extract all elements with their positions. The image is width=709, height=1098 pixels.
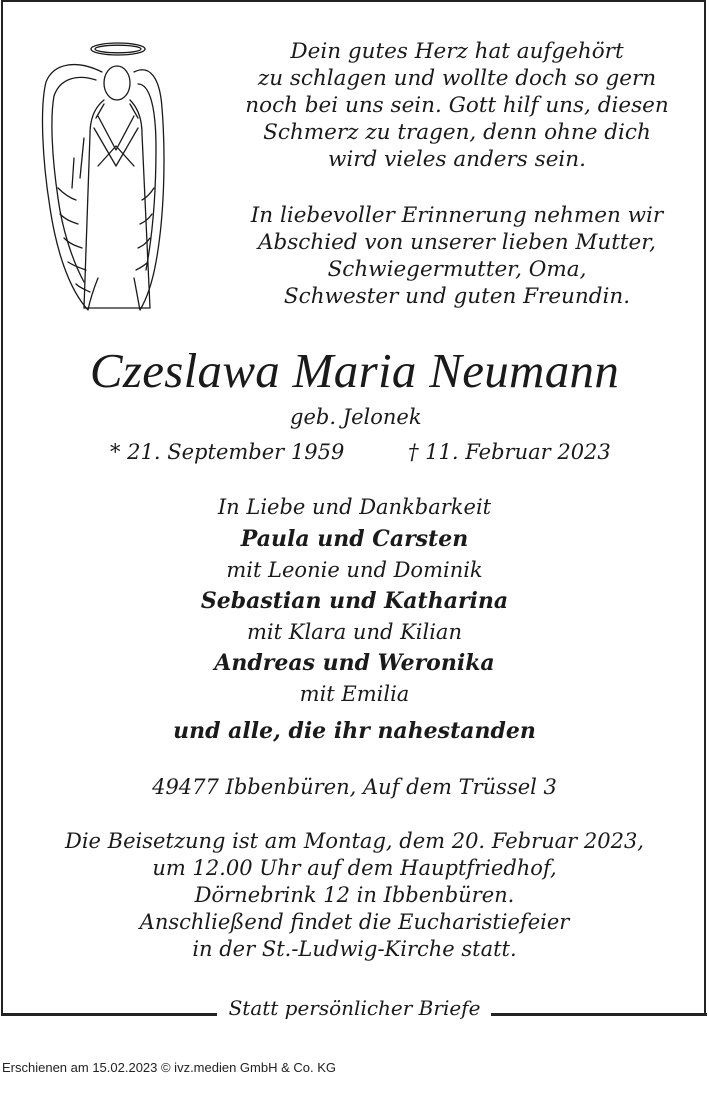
mourners-closing: und alle, die ihr nahestanden: [173, 718, 536, 744]
funeral-line: Die Beisetzung ist am Montag, dem 20. Februar 2023,: [65, 829, 644, 853]
verse-line: Schwester und guten Freundin.: [283, 284, 631, 309]
funeral-details: [0, 828, 709, 963]
maiden-name: geb. Jelonek: [290, 405, 422, 429]
verse-line: Schmerz zu tragen, denn ohne dich: [263, 120, 651, 145]
verse-line: zu schlagen und wollte doch so gern: [257, 66, 657, 91]
mourner-names: Paula und Carsten: [240, 526, 469, 552]
angel-icon: [38, 38, 168, 316]
mourner-names: Sebastian und Katharina: [200, 588, 509, 614]
verse-line: Dein gutes Herz hat aufgehört: [290, 39, 624, 64]
mourners-intro: In Liebe und Dankbarkeit: [217, 495, 492, 519]
verse-line: Schwiegermutter, Oma,: [327, 257, 587, 282]
verse-second: [242, 202, 672, 310]
funeral-line: um 12.00 Uhr auf dem Hauptfriedhof,: [152, 856, 557, 880]
deceased-name: Czeslawa Maria Neumann: [89, 343, 620, 398]
funeral-line: in der St.-Ludwig-Kirche statt.: [192, 937, 517, 961]
mourner-children: mit Klara und Kilian: [247, 620, 462, 644]
mourner-names: Andreas und Weronika: [214, 650, 495, 676]
death-date: † 11. Februar 2023: [408, 440, 611, 464]
verse-first: [242, 38, 672, 173]
publication-note: Erschienen am 15.02.2023 © ivz.medien GmbH & Co. KG: [2, 1060, 337, 1075]
verse-line: Abschied von unserer lieben Mutter,: [257, 230, 656, 255]
family-address: 49477 Ibbenbüren, Auf dem Trüssel 3: [152, 775, 557, 799]
closing-note: Statt persönlicher Briefe: [228, 996, 481, 1020]
verse-line: In liebevoller Erinnerung nehmen wir: [250, 203, 664, 228]
mourner-children: mit Leonie und Dominik: [226, 558, 483, 582]
birth-date: * 21. September 1959: [110, 440, 345, 464]
verse-line: wird vieles anders sein.: [328, 147, 586, 172]
funeral-line: Anschließend findet die Eucharistiefeier: [139, 910, 570, 934]
funeral-line: Dörnebrink 12 in Ibbenbüren.: [194, 883, 515, 907]
verse-line: noch bei uns sein. Gott hilf uns, diesen: [245, 93, 669, 118]
mourners-list: [0, 492, 709, 748]
mourner-children: mit Emilia: [299, 682, 410, 706]
